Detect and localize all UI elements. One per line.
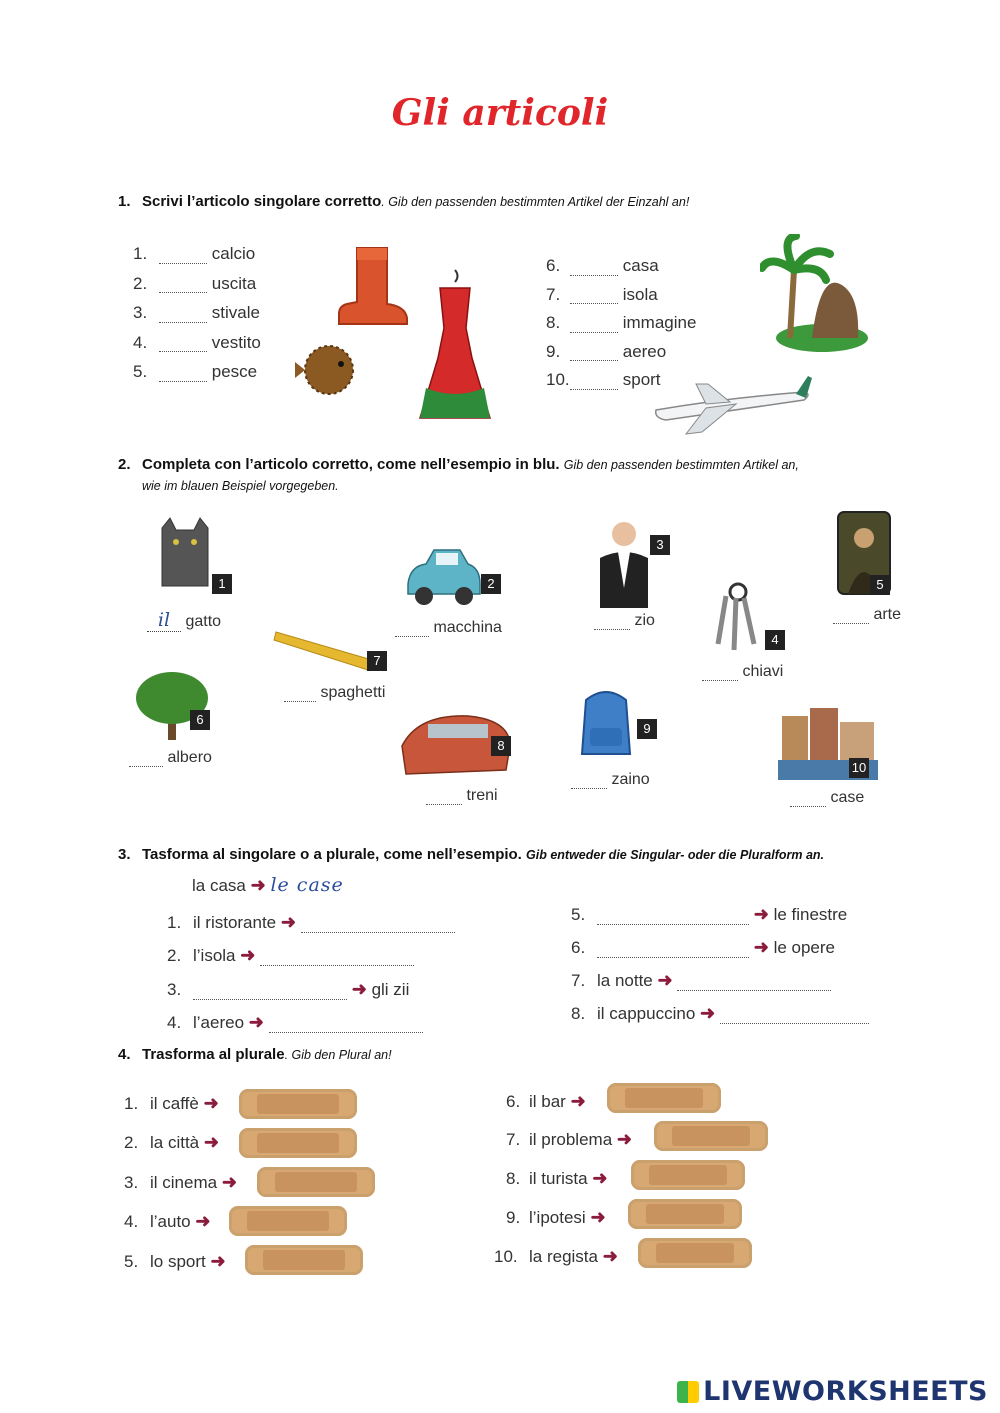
answer-input[interactable] [159, 306, 207, 323]
gap-item-macchina: macchina [395, 619, 502, 637]
transform-item-3: 3. ➜ gli zii [167, 979, 410, 999]
list-item: 1. calcio [133, 244, 256, 263]
boot-illustration [335, 244, 410, 329]
transform-item-6: 6. ➜ le opere [571, 937, 835, 957]
plural-item-4: 4. l’auto ➜ [124, 1211, 211, 1231]
gap-item-chiavi: chiavi [702, 663, 783, 681]
gap-item-albero: albero [129, 749, 212, 767]
arrow-right-icon: ➜ [657, 970, 673, 990]
transform-item-2: 2. l’isola ➜ [167, 945, 414, 966]
arrow-right-icon: ➜ [753, 937, 769, 957]
transform-item-8: 8. il cappuccino ➜ [571, 1003, 869, 1024]
page-title: Gli articoli [391, 92, 609, 134]
answer-input[interactable] [571, 772, 607, 789]
plural-item-1: 1. il caffè ➜ [124, 1093, 219, 1113]
picture-number-tag: 9 [637, 719, 657, 739]
answer-input[interactable] [159, 365, 207, 382]
plural-item-6: 6. il bar ➜ [506, 1091, 586, 1111]
arrow-right-icon: ➜ [203, 1093, 219, 1113]
plural-item-8: 8. il turista ➜ [506, 1168, 608, 1188]
picture-number-tag: 7 [367, 651, 387, 671]
arrow-right-icon: ➜ [280, 912, 296, 932]
arrow-right-icon: ➜ [203, 1132, 219, 1152]
answer-input[interactable] [395, 620, 429, 637]
spaghetti-illustration [272, 628, 382, 674]
answer-input[interactable] [269, 1016, 423, 1033]
answer-plaster-field[interactable] [654, 1121, 768, 1151]
answer-input[interactable] [570, 287, 618, 304]
gap-item-zio: zio [594, 612, 655, 630]
answer-plaster-field[interactable] [628, 1199, 742, 1229]
car-illustration [404, 544, 482, 614]
picture-number-tag: 3 [650, 535, 670, 555]
island-illustration [760, 234, 870, 358]
gap-item-gatto: il gatto [147, 609, 221, 632]
picture-number-tag: 10 [849, 758, 869, 778]
answer-plaster-field[interactable] [257, 1167, 375, 1197]
arrow-right-icon: ➜ [351, 979, 367, 999]
answer-input[interactable] [129, 750, 163, 767]
picture-number-tag: 8 [491, 736, 511, 756]
list-item: 5. pesce [133, 362, 258, 381]
arrow-right-icon: ➜ [592, 1168, 608, 1188]
answer-plaster-field[interactable] [607, 1083, 721, 1113]
arrow-right-icon: ➜ [250, 875, 266, 895]
example-answer: il [157, 609, 171, 631]
list-item: 3. stivale [133, 303, 260, 322]
plural-item-9: 9. l’ipotesi ➜ [506, 1207, 606, 1227]
airplane-illustration [646, 370, 814, 436]
answer-input[interactable] [677, 974, 831, 991]
gap-item-arte: arte [833, 606, 901, 624]
arrow-right-icon: ➜ [753, 904, 769, 924]
section-3-example: la casa ➜ le case [192, 874, 344, 896]
section-1-heading: 1. Scrivi l’articolo singolare corretto. Gib den passenden bestimmten Artikel der Einzahl an! [118, 193, 690, 210]
answer-input[interactable] [790, 790, 826, 807]
answer-input[interactable] [833, 607, 869, 624]
answer-plaster-field[interactable] [239, 1128, 357, 1158]
gap-item-spaghetti: spaghetti [284, 684, 385, 702]
list-item: 7. isola [546, 284, 658, 304]
list-item: 2. uscita [133, 273, 257, 293]
answer-input[interactable] [702, 664, 738, 681]
picture-number-tag: 6 [190, 710, 210, 730]
transform-item-5: 5. ➜ le finestre [571, 904, 848, 924]
arrow-right-icon: ➜ [221, 1172, 237, 1192]
answer-plaster-field[interactable] [229, 1206, 347, 1236]
answer-input[interactable] [570, 373, 618, 390]
cat-illustration [154, 516, 216, 596]
dress-illustration [410, 268, 500, 430]
plural-item-2: 2. la città ➜ [124, 1132, 219, 1152]
list-item: 8. immagine [546, 313, 697, 332]
answer-input[interactable] [720, 1007, 869, 1024]
answer-input[interactable] [284, 685, 316, 702]
list-item: 10. sport [546, 370, 661, 389]
answer-input[interactable] [301, 916, 455, 933]
transform-item-4: 4. l’aereo ➜ [167, 1012, 423, 1033]
transform-item-7: 7. la notte ➜ [571, 970, 831, 991]
transform-item-1: 1. il ristorante ➜ [167, 912, 455, 933]
answer-plaster-field[interactable] [245, 1245, 363, 1275]
arrow-right-icon: ➜ [590, 1207, 606, 1227]
answer-input[interactable] [260, 949, 414, 966]
answer-input[interactable] [570, 259, 618, 276]
picture-number-tag: 1 [212, 574, 232, 594]
pufferfish-illustration [295, 340, 357, 400]
answer-input[interactable] [159, 335, 207, 352]
arrow-right-icon: ➜ [240, 945, 256, 965]
answer-input[interactable] [193, 983, 347, 1000]
section-2-subheading: wie im blauen Beispiel vorgegeben. [142, 479, 339, 493]
keys-illustration [714, 582, 770, 654]
gap-item-case: case [790, 789, 864, 807]
list-item: 6. casa [546, 256, 659, 275]
arrow-right-icon: ➜ [210, 1251, 226, 1271]
section-4-heading: 4. Trasforma al plurale. Gib den Plural an! [118, 1046, 392, 1063]
arrow-right-icon: ➜ [700, 1003, 716, 1023]
picture-number-tag: 2 [481, 574, 501, 594]
answer-input[interactable] [594, 613, 630, 630]
answer-input[interactable] [426, 788, 462, 805]
plural-item-10: 10. la regista ➜ [494, 1246, 618, 1266]
arrow-right-icon: ➜ [195, 1211, 211, 1231]
gap-item-zaino: zaino [571, 771, 650, 789]
answer-input[interactable] [570, 316, 618, 333]
arrow-right-icon: ➜ [616, 1129, 632, 1149]
liveworksheets-logo-icon [677, 1381, 699, 1403]
answer-plaster-field[interactable] [239, 1089, 357, 1119]
answer-plaster-field[interactable] [638, 1238, 752, 1268]
liveworksheets-logo[interactable]: LIVEWORKSHEETS [677, 1376, 988, 1407]
plural-item-3: 3. il cinema ➜ [124, 1172, 237, 1192]
answer-input[interactable] [570, 344, 618, 361]
arrow-right-icon: ➜ [570, 1091, 586, 1111]
plural-item-5: 5. lo sport ➜ [124, 1251, 226, 1271]
picture-number-tag: 5 [870, 575, 890, 595]
section-3-heading: 3. Tasforma al singolare o a plurale, come nell’esempio. Gib entweder die Singular- oder die Pluralform an. [118, 846, 824, 863]
answer-input[interactable] [159, 276, 207, 293]
answer-plaster-field[interactable] [631, 1160, 745, 1190]
answer-input[interactable] [159, 247, 207, 264]
section-2-heading: 2. Completa con l’articolo corretto, come nell’esempio in blu. Gib den passenden bestimmten Artikel an, [118, 456, 799, 473]
list-item: 9. aereo [546, 341, 667, 361]
answer-input[interactable] [597, 908, 749, 925]
uncle-illustration [586, 518, 656, 608]
list-item: 4. vestito [133, 332, 261, 352]
section-1-left-list [133, 244, 261, 392]
arrow-right-icon: ➜ [248, 1012, 264, 1032]
picture-number-tag: 4 [765, 630, 785, 650]
gap-item-treni: treni [426, 787, 498, 805]
answer-input[interactable] [597, 941, 749, 958]
backpack-illustration [572, 684, 642, 760]
plural-item-7: 7. il problema ➜ [506, 1129, 632, 1149]
arrow-right-icon: ➜ [602, 1246, 618, 1266]
